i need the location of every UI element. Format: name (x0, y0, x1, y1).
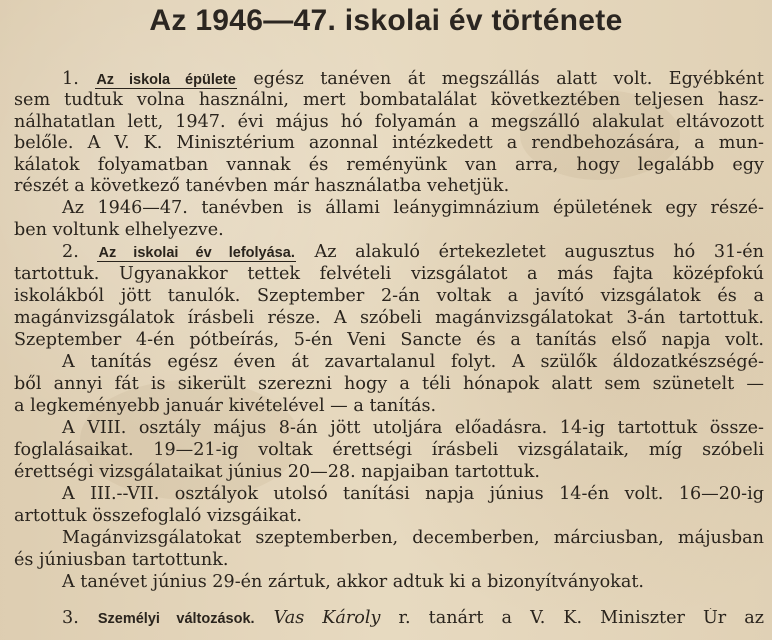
paragraph-3-line-3: iskolákból jött tanulók. Szeptember 2-án voltak a javító vizsgálatok és a (14, 286, 764, 306)
document-title: Az 1946—47. iskolai év története (149, 4, 623, 37)
paragraph-1-line-3: nálhatatlan lett, 1947. évi május hó folyamán a megszálló alakulat eltávozott (14, 112, 764, 132)
person-name: Vas Károly (273, 608, 381, 628)
section-number: 2. (62, 242, 79, 262)
paragraph-text: egész tanéven át megszállás alatt volt. Egyébként (253, 69, 764, 89)
paragraph-2-line-2: ben voltunk elhelyezve. (14, 220, 224, 240)
paragraph-1-line-5: kálatok folyamatban vannak és reményünk van arra, hogy legalább egy (14, 155, 764, 175)
paragraph-1-line-1 (14, 69, 764, 91)
paragraph-6-line-1: A III.--VII. osztályok utolsó tanítási napja június 14-én volt. 16—20-ig (62, 484, 764, 504)
paragraph-7-line-2: és júniusban tartottunk. (14, 550, 229, 570)
section-number: 1. (62, 69, 79, 89)
paragraph-3-line-5: Szeptember 4-én pótbeírás, 5-én Veni Sancte és a tanítás első napja volt. (14, 330, 764, 350)
section-heading: Az iskolai év lefolyása. (98, 245, 295, 261)
paragraph-5-line-3: érettségi vizsgálataikat június 20—28. napjaiban tartottuk. (14, 462, 540, 482)
paragraph-3-line-2: tartottuk. Ugyanakkor tettek felvételi vizsgálatot a más fajta középfokú (14, 264, 764, 284)
paragraph-4-line-3: a legkeményebb január kivételével — a tanítás. (14, 396, 437, 416)
section-heading: Személyi változások. (97, 611, 255, 627)
paragraph-3-line-4: magánvizsgálatok írásbeli része. A szóbeli magánvizsgálatokat 3-án tartottuk. (14, 308, 764, 328)
paragraph-4-line-2: ből annyi fát is sikerült szerezni hogy a téli hónapok alatt sem szünetelt — (14, 374, 764, 394)
paragraph-8-line-1: A tanévet június 29-én zártuk, akkor adtuk ki a bizonyítványokat. (62, 572, 644, 592)
paragraph-1-line-4: belőle. A V. K. Minisztérium azonnal intézkedett a rendbehozására, a mun- (14, 133, 764, 153)
paragraph-5-line-2: foglalásaikat. 19—21-ig voltak érettségi írásbeli vizsgálataik, míg szóbeli (14, 440, 764, 460)
paragraph-4-line-1: A tanítás egész éven át zavartalanul folyt. A szülők áldozatkészségé- (62, 352, 764, 372)
paragraph-1-line-2: sem tudtuk volna használni, mert bombatalálat következtében teljesen hasz- (14, 90, 764, 110)
paragraph-6-line-2: artottuk összefoglaló vizsgáikat. (14, 506, 302, 526)
paragraph-9-line-1 (14, 608, 764, 630)
paragraph-3-line-1 (14, 242, 764, 264)
paragraph-text: Az alakuló értekezletet augusztus hó 31-én (314, 242, 764, 262)
section-number: 3. (62, 608, 79, 628)
paragraph-7-line-1: Magánvizsgálatokat szeptemberben, decemberben, márciusban, májusban (62, 528, 764, 548)
paragraph-5-line-1: A VIII. osztály május 8-án jött utoljára előadásra. 14-ig tartottuk össze- (62, 418, 764, 438)
paragraph-text: r. tanárt a V. K. Miniszter Úr az (398, 608, 764, 628)
paragraph-1-line-6: részét a következő tanévben már használatba vehetjük. (14, 176, 510, 196)
section-heading: Az iskola épülete (96, 72, 236, 88)
paragraph-2-line-1: Az 1946—47. tanévben is állami leánygimnázium épületének egy részé- (62, 198, 764, 218)
